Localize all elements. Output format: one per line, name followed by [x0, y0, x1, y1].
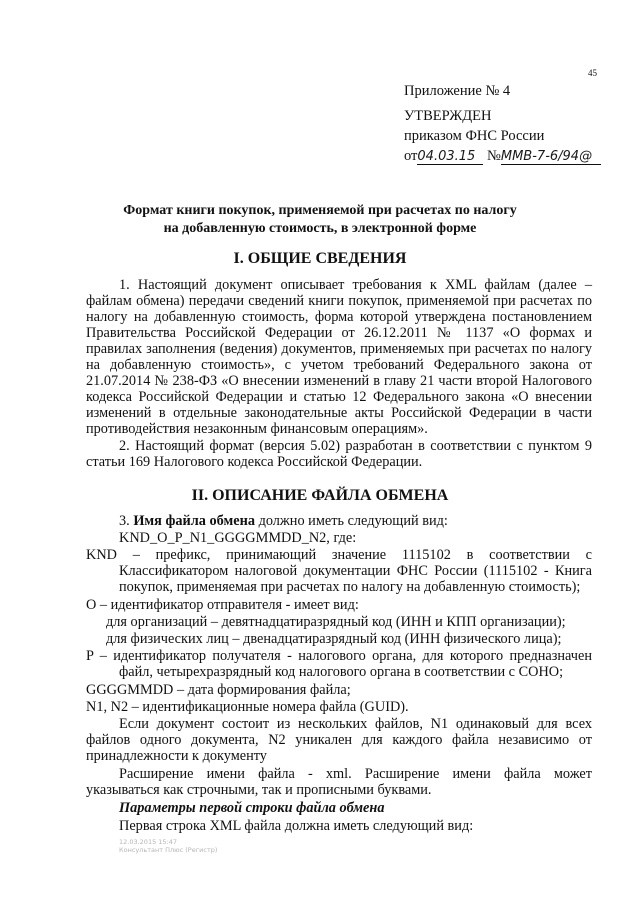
- receiver-id-definition: P – идентификатор получателя - налогового органа, для которого предназначен файл, четырехразрядный код налогового органа в соответствии с СОНО;: [86, 648, 592, 680]
- order-by-label: приказом ФНС России: [404, 128, 545, 144]
- section1-para1: 1. Настоящий документ описывает требования к XML файлам (далее – файлам обмена) передачи сведений книги покупок, применяемой при расчетах по налогу на добавленную стоимость, форма которой утверждена постановлением Правительства Российской Федерации от 26.12.2011 № 1137 «О формах и правилах заполнения (ведения) документов, применяемых при расчетах по налогу на добавленную стоимость», с учетом требований Федерального закона от 21.07.2014 № 238-ФЗ «О внесении изменений в главу 21 части второй Налогового кодекса Российской Федерации и статью 12 Федерального закона «О внесении изменений в отдельные законодательные акты Российской Федерации в части противодействия незаконным финансовым операциям».: [86, 277, 592, 437]
- sender-org-code: для организаций – девятнадцатиразрядный код (ИНН и КПП организации);: [106, 614, 566, 630]
- first-line-params-heading: Параметры первой строки файла обмена: [119, 800, 385, 816]
- footer-stamp: [119, 838, 217, 854]
- date-prefix: от: [404, 148, 418, 164]
- sender-individual-code: для физических лиц – двенадцатиразрядный код (ИНН физического лица);: [106, 631, 562, 647]
- guid-definition: N1, N2 – идентификационные номера файла (GUID).: [86, 699, 409, 715]
- footer-stamp-line2: Консультант Плюс (Регистр): [119, 846, 218, 854]
- handwritten-date: 04.03.15: [417, 149, 483, 165]
- multi-file-para: Если документ состоит из нескольких файлов, N1 одинаковый для всех файлов одного документа, N2 уникален для каждого файла независимо от принадлежности к документу: [86, 716, 592, 764]
- file-name-intro-rest: должно иметь следующий вид:: [258, 513, 448, 529]
- page-number: 45: [588, 68, 597, 78]
- order-date-number: [404, 148, 601, 165]
- sender-id-definition: O – идентификатор отправителя - имеет вид:: [86, 597, 359, 613]
- file-name-pattern: KND_O_P_N1_GGGGMMDD_N2, где:: [119, 530, 357, 546]
- handwritten-number: ММВ-7-6/94@: [501, 149, 601, 165]
- section1-heading: I. ОБЩИЕ СВЕДЕНИЯ: [233, 250, 407, 267]
- first-line-intro: Первая строка XML файла должна иметь следующий вид:: [119, 818, 474, 834]
- knd-definition: KND – префикс, принимающий значение 1115102 в соответствии с Классификатором налоговой документации ФНС России (1115102 - Книга покупок, применяемая при расчетах по налогу на добавленную стоимость);: [86, 547, 592, 595]
- appendix-label: Приложение № 4: [404, 83, 511, 99]
- footer-stamp-line1: 12.03.2015 15:47: [119, 838, 178, 846]
- date-definition: GGGGMMDD – дата формирования файла;: [86, 682, 351, 698]
- approved-label: УТВЕРЖДЕН: [404, 108, 492, 124]
- extension-para: Расширение имени файла - xml. Расширение имени файла может указываться как строчными, так и прописными буквами.: [86, 766, 592, 798]
- doc-title-line1: Формат книги покупок, применяемой при расчетах по налогу: [123, 203, 517, 218]
- para3-number: 3.: [119, 513, 130, 529]
- doc-title-line2: на добавленную стоимость, в электронной форме: [163, 221, 477, 236]
- section1-para2: 2. Настоящий формат (версия 5.02) разработан в соответствии с пунктом 9 статьи 169 Налогового кодекса Российской Федерации.: [86, 438, 592, 470]
- file-name-intro: [119, 513, 448, 530]
- number-prefix: №: [487, 148, 501, 164]
- file-name-term: Имя файла обмена: [133, 513, 255, 529]
- section2-heading: II. ОПИСАНИЕ ФАЙЛА ОБМЕНА: [191, 487, 449, 504]
